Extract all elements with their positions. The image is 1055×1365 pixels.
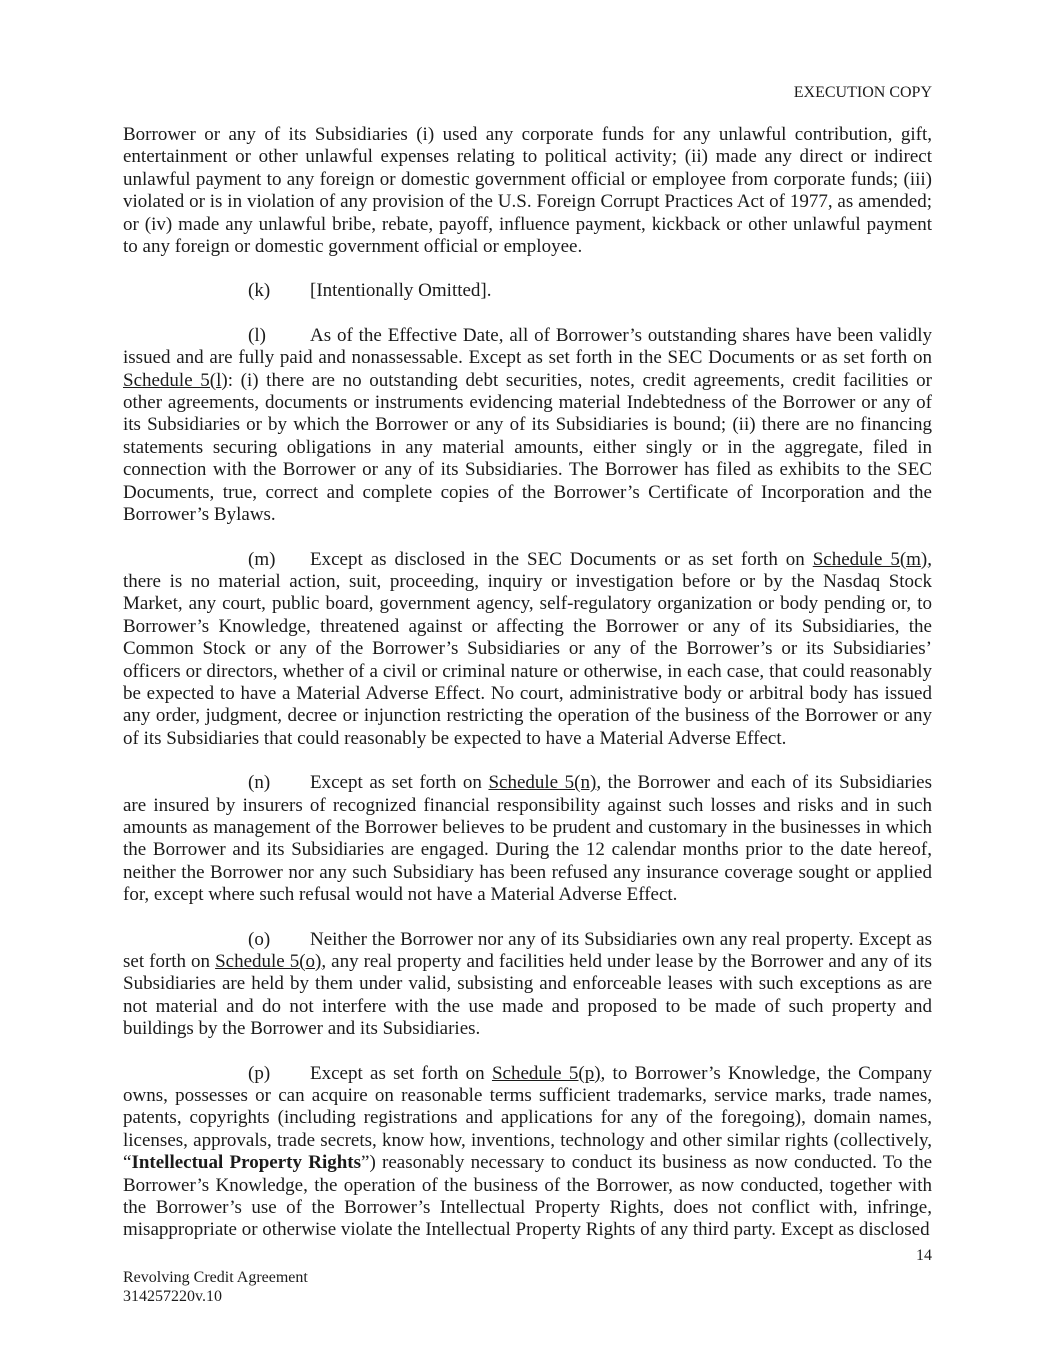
text-run: Except as set forth on	[310, 772, 489, 794]
page-number: 14	[916, 1247, 932, 1264]
text-run: , any real property and facilities held under lease by the Borrower and any of its Subsidiaries are held by them under valid, subsisting and enforceable leases with such exceptions as are not material and do not interfere with the use made and proposed to be made of such property and buildings by the Borrower and its Subsidiaries.	[123, 951, 932, 1040]
footer	[123, 1269, 308, 1306]
text-run: ”) reasonably necessary to conduct its business as now conducted. To the Borrower’s Knowledge, the operation of the business of the Borrower, as now conducted, together with the Borrower’s use of the Borrower’s Intellectual Property Rights, does not conflict with, infringe, misappropriate or otherwise violate the Intellectual Property Rights of any third party. Except as disclosed	[123, 1152, 933, 1241]
schedule-reference: Schedule 5(n)	[488, 772, 597, 794]
text-run: Neither the Borrower nor any of its Subsidiaries own any real property. Except as set forth on	[123, 928, 932, 972]
paragraph-p	[123, 1063, 932, 1242]
text-run: Except as set forth on	[310, 1062, 492, 1084]
schedule-reference: Schedule 5(p)	[491, 1062, 601, 1084]
text-run: , the Borrower and each of its Subsidiaries are insured by insurers of recognized financial responsibility against such losses and risks and in such amounts as management of the Borrower believes to be prudent and customary in the businesses in which the Borrower and its Subsidiaries are engaged. During the 12 calendar months prior to the date hereof, neither the Borrower nor any such Subsidiary has been refused any insurance coverage sought or applied for, except where such refusal would not have a Material Adverse Effect.	[123, 772, 932, 906]
schedule-reference: Schedule 5(l)	[123, 369, 228, 391]
text-run: , to Borrower’s Knowledge, the Company owns, possesses or can acquire on reasonable terms sufficient trademarks, service marks, trade names, patents, copyrights (including registrations and applications for any of the foregoing), domain names, licenses, approvals, trade secrets, know how, inventions, technology and other similar rights (collectively, “	[123, 1062, 933, 1174]
paragraph-label: (k)	[248, 280, 271, 302]
text-run: As of the Effective Date, all of Borrower’s outstanding shares have been validly issued and are fully paid and nonassessable. Except as set forth in the SEC Documents or as set forth on	[123, 324, 932, 369]
paragraph-n	[123, 772, 932, 906]
paragraph-o	[123, 929, 932, 1041]
paragraph-m	[123, 549, 932, 751]
footer-doc-title: Revolving Credit Agreement	[123, 1269, 308, 1286]
text-run: Except as disclosed in the SEC Documents or as set forth on	[310, 548, 813, 570]
paragraph-label: (n)	[248, 772, 271, 794]
paragraph-continuation	[123, 124, 932, 258]
paragraph-label: (l)	[248, 324, 266, 346]
defined-term: Intellectual Property Rights	[131, 1152, 362, 1174]
text-run: : (i) there are no outstanding debt securities, notes, credit agreements, credit facilities or other agreements, documents or instruments evidencing material Indebtedness of the Borrower or any of its Subsidiaries or by which the Borrower or any of its Subsidiaries is bound; (ii) there are no financing statements securing obligations in any material amounts, either singly or in the aggregate, filed in connection with the Borrower or any of its Subsidiaries. The Borrower has filed as exhibits to the SEC Documents, true, correct and complete copies of the Borrower’s Certificate of Incorporation and the Borrower’s Bylaws.	[123, 369, 933, 526]
paragraph-k	[123, 280, 932, 302]
footer-doc-id: 314257220v.10	[123, 1287, 222, 1305]
paragraph-label: (o)	[248, 928, 271, 950]
paragraph-label: (m)	[248, 548, 276, 570]
text-run: Borrower or any of its Subsidiaries (i) used any corporate funds for any unlawful contribution, gift, entertainment or other unlawful expenses relating to political activity; (ii) made any direct or indirect unlawful payment to any foreign or domestic government official or employee from corporate funds; (iii) violated or is in violation of any provision of the U.S. Foreign Corrupt Practices Act of 1977, as amended; or (iv) made any unlawful bribe, rebate, payoff, influence payment, kickback or other unlawful payment to any foreign or domestic government official or employee.	[123, 124, 932, 258]
text-run: , there is no material action, suit, proceeding, inquiry or investigation before or by the Nasdaq Stock Market, any court, public board, government agency, self-regulatory organization or body pending or, to Borrower’s Knowledge, threatened against or affecting the Borrower or any of its Subsidiaries, the Common Stock or any of the Borrower’s Subsidiaries or any of the Borrower’s or its Subsidiaries’ officers or directors, whether of a civil or criminal nature or otherwise, in each case, that could reasonably be expected to have a Material Adverse Effect. No court, administrative body or arbitral body has issued any order, judgment, decree or injunction restricting the operation of the business of the Borrower or any of its Subsidiaries that could reasonably be expected to have a Material Adverse Effect.	[123, 548, 933, 749]
document-body	[123, 124, 932, 1242]
execution-copy-label: EXECUTION COPY	[793, 84, 932, 101]
paragraph-l	[123, 325, 932, 527]
text-run: [Intentionally Omitted].	[310, 280, 492, 302]
paragraph-label: (p)	[248, 1062, 271, 1084]
schedule-reference: Schedule 5(m)	[812, 548, 928, 570]
schedule-reference: Schedule 5(o)	[215, 951, 322, 972]
